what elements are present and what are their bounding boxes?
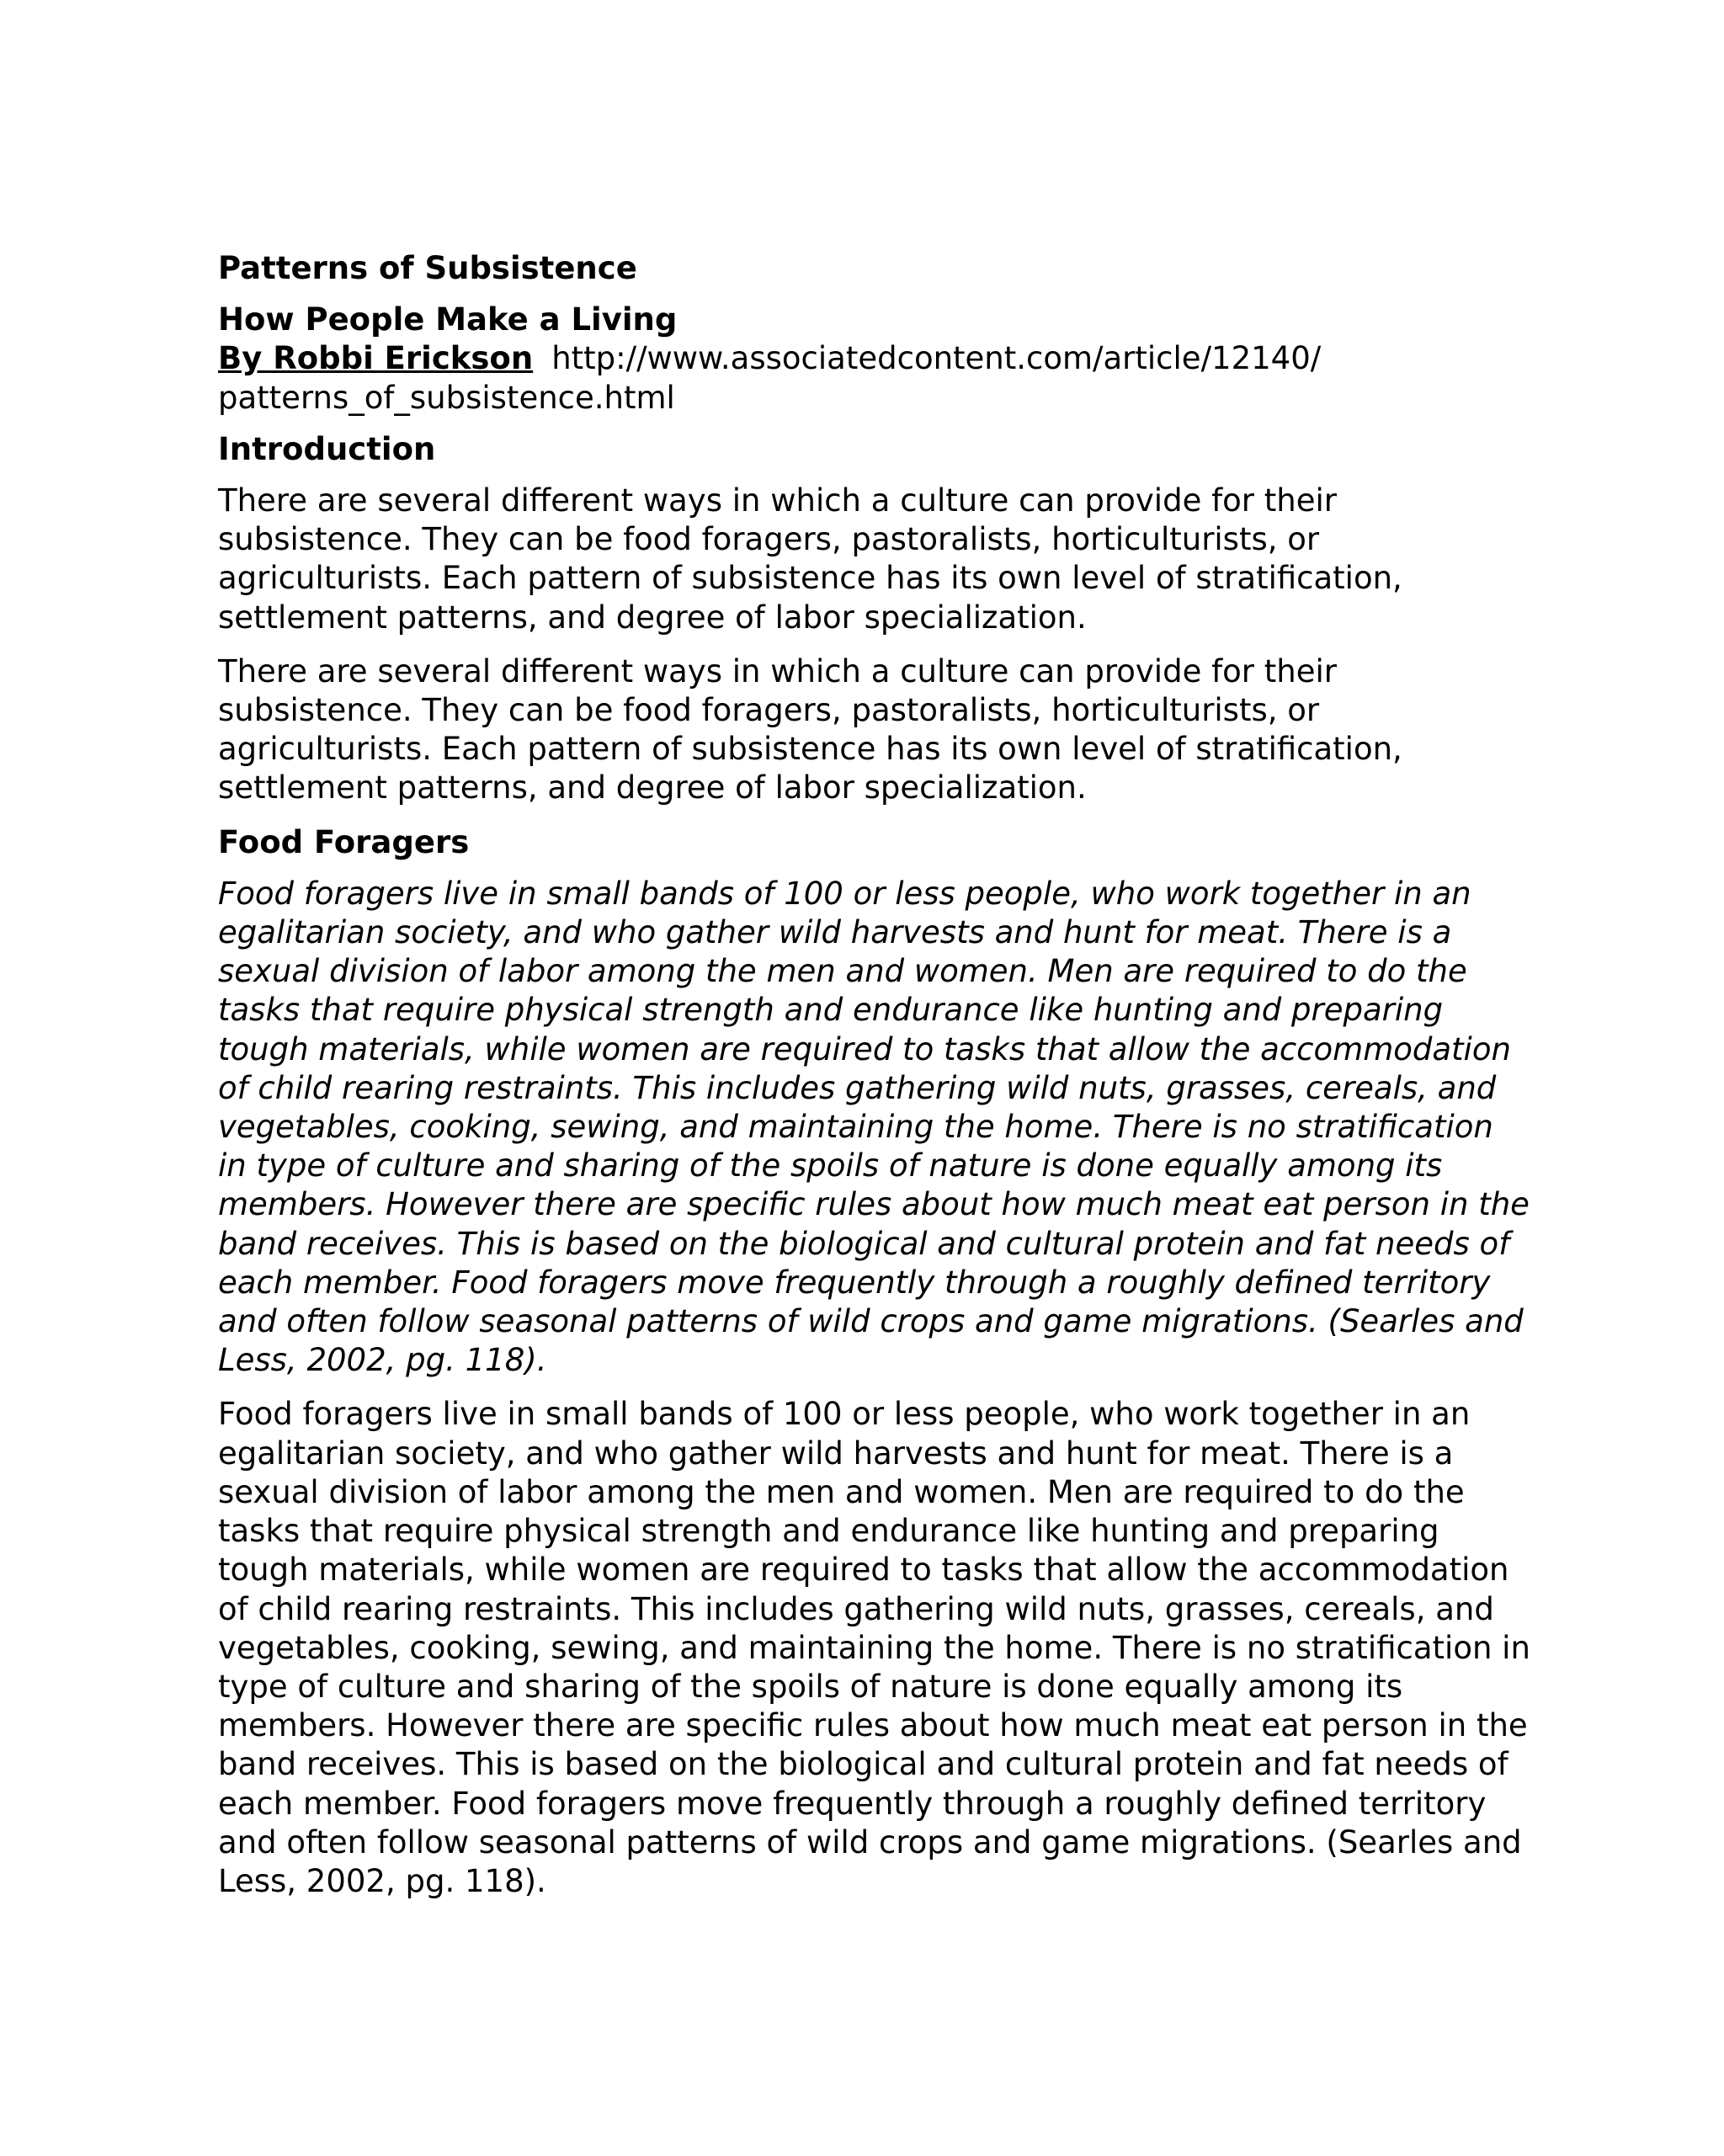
food-foragers-paragraph-regular: Food foragers live in small bands of 100 or less people, who work together in an egalitarian society, and who gather wild harvests and hunt for meat. There is a sexual division of labor among the men and women. Men are required to do the tasks that require physical strength and endurance like hunting and preparing tough materials, while women are required to tasks that allow the accommodation of child rearing restraints. This includes gathering wild nuts, grasses, cereals, and vegetables, cooking, sewing, and maintaining the home. There is no stratification in type of culture and sharing of the spoils of nature is done equally among its members. However there are specific rules about how much meat eat person in the band receives. This is based on the biological and cultural protein and fat needs of each member. Food foragers move frequently through a roughly defined territory and often follow seasonal patterns of wild crops and game migrations. (Searles and Less, 2002, pg. 118). xyxy=(218,1396,1530,1899)
food-foragers-paragraph-italic: Food foragers live in small bands of 100 or less people, who work together in an egalitarian society, and who gather wild harvests and hunt for meat. There is a sexual division of labor among the men and women. Men are required to do the tasks that require physical strength and endurance like hunting and preparing tough materials, while women are required to tasks that allow the accommodation of child rearing restraints. This includes gathering wild nuts, grasses, cereals, and vegetables, cooking, sewing, and maintaining the home. There is no stratification in type of culture and sharing of the spoils of nature is done equally among its members. However there are specific rules about how much meat eat person in the band receives. This is based on the biological and cultural protein and fat needs of each member. Food foragers move frequently through a roughly defined territory and often follow seasonal patterns of wild crops and game migrations. (Searles and Less, 2002, pg. 118). xyxy=(218,875,1530,1379)
document-page xyxy=(218,249,1531,1916)
intro-paragraph-1: There are several different ways in which a culture can provide for their subsistence. They can be food foragers, pastoralists, horticulturists, or agriculturists. Each pattern of subsistence has its own level of stratification, settlement patterns, and degree of labor specialization. xyxy=(218,482,1402,636)
intro-paragraph-2: There are several different ways in which a culture can provide for their subsistence. They can be food foragers, pastoralists, horticulturists, or agriculturists. Each pattern of subsistence has its own level of stratification, settlement patterns, and degree of labor specialization. xyxy=(218,652,1402,807)
document-subtitle: How People Make a Living xyxy=(218,301,678,338)
source-url-continued: patterns_of_subsistence.html xyxy=(218,379,675,416)
section-heading-introduction: Introduction xyxy=(218,430,436,467)
section-heading-food-foragers: Food Foragers xyxy=(218,823,470,860)
source-url: http://www.associatedcontent.com/article/12140/ xyxy=(551,340,1322,377)
document-title: Patterns of Subsistence xyxy=(218,250,637,286)
byline xyxy=(218,339,1531,378)
author-link[interactable]: By Robbi Erickson xyxy=(218,340,534,377)
